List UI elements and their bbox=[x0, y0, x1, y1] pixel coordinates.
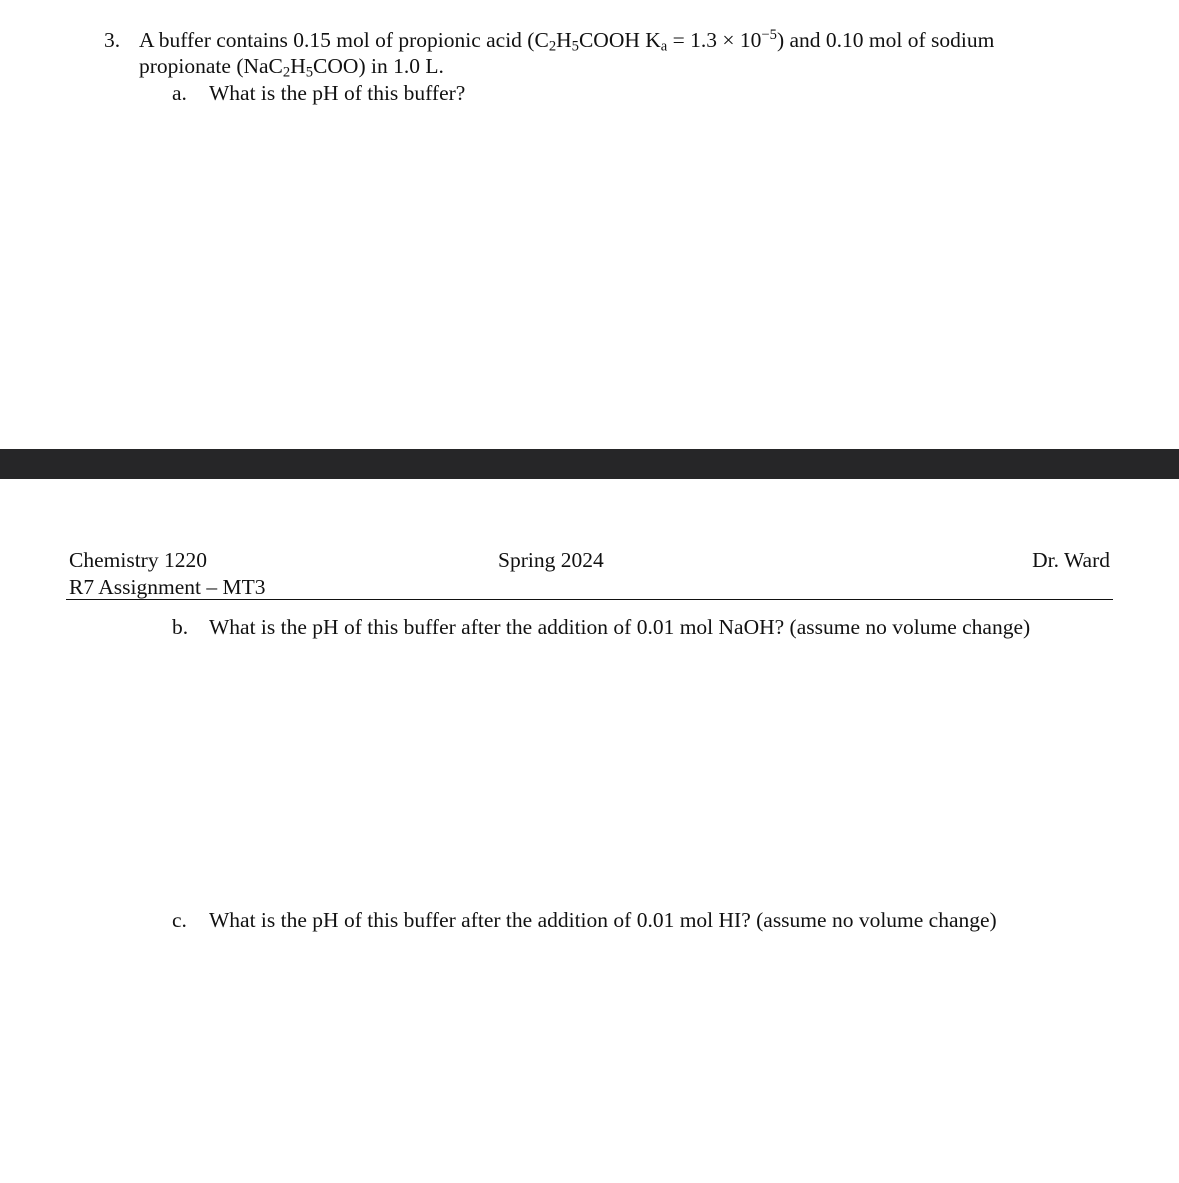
instructor-name: Dr. Ward bbox=[1032, 548, 1110, 572]
course-name: Chemistry 1220 bbox=[69, 548, 207, 572]
question-stem-line-2: propionate $(NaC_2H_5COO)$ in 1.0 L. bbox=[139, 54, 444, 81]
term: Spring 2024 bbox=[498, 548, 604, 572]
assignment-title: R7 Assignment – MT3 bbox=[69, 575, 266, 599]
part-b-letter: b. bbox=[172, 615, 189, 639]
part-b-text: What is the pH of this buffer after the addition of 0.01 mol NaOH? (assume no volume change) bbox=[209, 615, 1031, 639]
part-a-letter: a. bbox=[172, 81, 187, 105]
part-c-text: What is the pH of this buffer after the addition of 0.01 mol HI? (assume no volume change) bbox=[209, 908, 997, 932]
part-c-letter: c. bbox=[172, 908, 187, 932]
question-stem-line-1: A buffer contains 0.15 mol of propionic acid ($C_2H_5COOH$ $K_a = 1.3 \times 10^{-5}$) and 0.10 mol of sodium bbox=[139, 26, 995, 55]
page-break-divider bbox=[0, 449, 1179, 479]
question-number: 3. bbox=[104, 28, 121, 52]
header-rule bbox=[66, 599, 1113, 600]
part-a-text: What is the pH of this buffer? bbox=[209, 81, 466, 105]
